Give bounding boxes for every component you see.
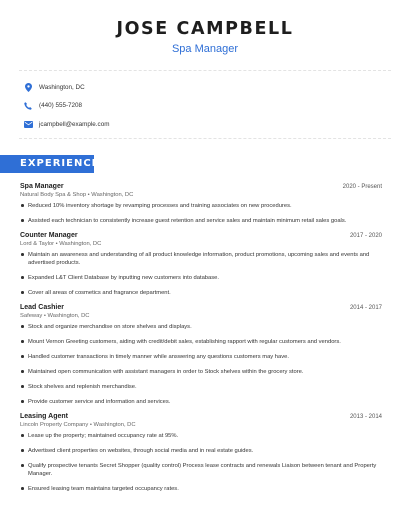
job-bullet: Stock shelves and replenish merchandise. [20, 383, 382, 391]
email-icon [23, 119, 33, 129]
job-dates: 2014 - 2017 [349, 304, 382, 311]
job-bullets [20, 251, 382, 297]
job-bullets [20, 202, 382, 225]
contact-email [0, 115, 410, 133]
job-bullets [20, 323, 382, 406]
contact-list [0, 71, 410, 138]
contact-phone-text: (440) 555-7208 [39, 102, 83, 109]
resume-header [0, 0, 410, 56]
job-bullet: Mount Vernon Greeting customers, aiding with credit/debit sales, establishing rapport with regular customers and vendors. [20, 338, 382, 346]
phone-icon [23, 101, 33, 111]
job-bullet: Advertised client properties on websites, through social media and in real estate guides. [20, 447, 382, 455]
contact-location-text: Washington, DC [39, 83, 85, 91]
job-title: Lead Cashier [20, 303, 64, 311]
section-heading-experience: EXPERIENCE [0, 155, 94, 173]
job-dates: 2020 - Present [342, 183, 382, 190]
job-company: Lincoln Property Company • Washington, DC [20, 421, 136, 428]
divider [19, 138, 391, 139]
job-dates: 2013 - 2014 [349, 413, 382, 420]
job-bullet: Maintain an awareness and understanding of all product knowledge information, product promotions, upcoming sales and events and advertised products. [20, 251, 382, 267]
candidate-title: Spa Manager [171, 43, 239, 55]
job-title: Spa Manager [20, 182, 64, 190]
job-dates: 2017 - 2020 [349, 232, 382, 239]
job-bullet: Stock and organize merchandise on store shelves and displays. [20, 323, 382, 331]
location-pin-icon [23, 82, 33, 92]
job-company: Natural Body Spa & Shop • Washington, DC [20, 191, 134, 198]
job-header [20, 232, 382, 239]
job-title: Counter Manager [20, 231, 78, 239]
job-title: Leasing Agent [20, 412, 68, 420]
job-bullet: Expanded L&T Client Database by inputting new customers into database. [20, 274, 382, 282]
job-company: Safeway • Washington, DC [20, 312, 90, 319]
job-company: Lord & Taylor • Washington, DC [20, 240, 102, 247]
job-bullet: Cover all areas of cosmetics and fragrance department. [20, 289, 382, 297]
job-bullet: Qualify prospective tenants Secret Shopper (quality control) Process lease contracts and renewals Liaison between tenant and Property Manager. [20, 462, 382, 478]
job-header [20, 183, 382, 190]
job-bullet: Handled customer transactions in timely manner while answering any questions customers may have. [20, 353, 382, 361]
candidate-name: JOSE CAMPBELL [116, 19, 294, 39]
contact-phone [0, 97, 410, 115]
contact-email-text: jcampbell@example.com [39, 120, 110, 128]
job-bullet: Maintained open communication with assistant managers in order to Stock shelves within the grocery store. [20, 368, 382, 376]
contact-location [0, 78, 410, 96]
job-entry [20, 232, 382, 297]
job-bullet: Provide customer service and information and services. [20, 398, 382, 406]
job-bullet: Assisted each technician to consistently increase guest retention and service sales and maintain minimum retail sales goals. [20, 217, 382, 225]
experience-list [0, 173, 410, 493]
job-entry [20, 304, 382, 406]
job-entry [20, 413, 382, 493]
job-bullets [20, 432, 382, 493]
job-bullet: Ensured leasing team maintains targeted occupancy rates. [20, 485, 382, 493]
job-bullet: Reduced 10% inventory shortage by revamping processes and training associates on new procedures. [20, 202, 382, 210]
job-entry [20, 183, 382, 225]
job-header [20, 413, 382, 420]
job-header [20, 304, 382, 311]
job-bullet: Lease up the property; maintained occupancy rate at 95%. [20, 432, 382, 440]
